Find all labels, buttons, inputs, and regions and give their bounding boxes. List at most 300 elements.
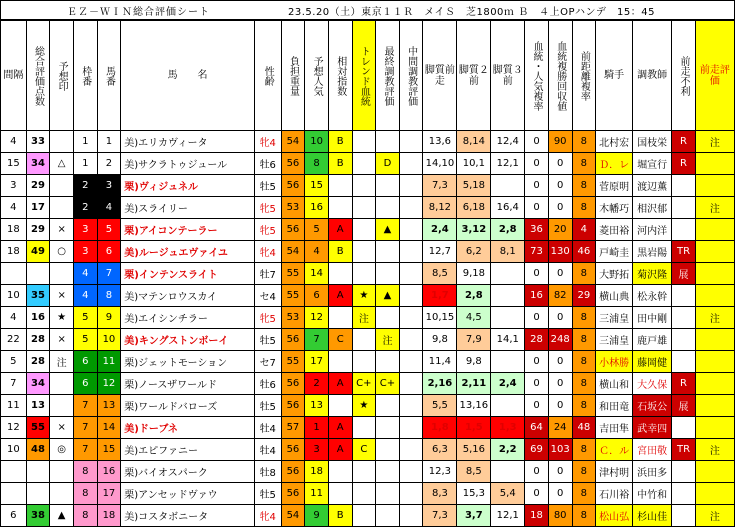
- cell-waku: 4: [73, 285, 97, 307]
- column-header: 馬 名: [121, 21, 255, 131]
- cell-ks1: 1,8: [423, 417, 457, 439]
- cell-sex: 牝4: [254, 505, 281, 527]
- cell-mid: [399, 373, 423, 395]
- cell-final: [376, 505, 400, 527]
- cell-ks2: 13,16: [457, 395, 491, 417]
- cell-rel: A: [328, 439, 352, 461]
- cell-ks3: 1,3: [491, 417, 525, 439]
- cell-trend: [352, 175, 376, 197]
- table-row[interactable]: [1, 329, 735, 351]
- cell-dist: 8: [572, 329, 596, 351]
- cell-blood: 0: [525, 395, 549, 417]
- cell-sex: 牡7: [254, 263, 281, 285]
- cell-trainer: 田中剛: [633, 307, 672, 329]
- cell-rel: [328, 395, 352, 417]
- cell-trainer: 堀宣行: [633, 153, 672, 175]
- cell-eval: [695, 263, 734, 285]
- cell-furi: 展: [672, 395, 696, 417]
- table-row[interactable]: [1, 175, 735, 197]
- column-header: 脚質前走: [423, 21, 457, 131]
- table-row[interactable]: [1, 395, 735, 417]
- cell-sex: 牝4: [254, 131, 281, 153]
- cell-trend: [352, 241, 376, 263]
- cell-pop: 4: [305, 241, 329, 263]
- cell-trainer: 国枝栄: [633, 131, 672, 153]
- cell-eval: [695, 373, 734, 395]
- cell-name: 美)ドーブネ: [121, 417, 255, 439]
- cell-trend: [352, 351, 376, 373]
- cell-waku: 8: [73, 461, 97, 483]
- table-row[interactable]: [1, 307, 735, 329]
- cell-weight: 54: [281, 131, 305, 153]
- cell-ks1: 9,8: [423, 329, 457, 351]
- cell-kaishu: 130: [548, 241, 572, 263]
- cell-score: 28: [26, 351, 50, 373]
- cell-ks1: 5,5: [423, 395, 457, 417]
- cell-interval: 5: [1, 351, 27, 373]
- table-row[interactable]: [1, 263, 735, 285]
- cell-mark: ×: [50, 285, 74, 307]
- cell-ks2: 2,11: [457, 373, 491, 395]
- cell-kaishu: 0: [548, 483, 572, 505]
- cell-rel: A: [328, 417, 352, 439]
- cell-kaishu: 0: [548, 153, 572, 175]
- cell-interval: 4: [1, 307, 27, 329]
- cell-trend: [352, 219, 376, 241]
- cell-mark: [50, 461, 74, 483]
- cell-pop: 10: [305, 131, 329, 153]
- cell-trainer: 武幸四: [633, 417, 672, 439]
- cell-rel: A: [328, 219, 352, 241]
- cell-waku: 7: [73, 417, 97, 439]
- cell-ks2: 1,5: [457, 417, 491, 439]
- cell-umaban: 11: [97, 351, 121, 373]
- table-row[interactable]: [1, 131, 735, 153]
- cell-trend: [352, 483, 376, 505]
- cell-final: [376, 417, 400, 439]
- cell-ks3: 16,4: [491, 197, 525, 219]
- cell-ks1: 14,10: [423, 153, 457, 175]
- cell-blood: 0: [525, 307, 549, 329]
- cell-jockey: Ｄ．レ: [596, 153, 633, 175]
- cell-mid: [399, 153, 423, 175]
- cell-ks2: 9,8: [457, 351, 491, 373]
- cell-final: C+: [376, 373, 400, 395]
- cell-weight: 53: [281, 307, 305, 329]
- cell-waku: 8: [73, 483, 97, 505]
- cell-name: 美)マテンロウスカイ: [121, 285, 255, 307]
- cell-furi: R: [672, 153, 696, 175]
- cell-furi: [672, 219, 696, 241]
- cell-trainer: 宮田敬: [633, 439, 672, 461]
- cell-kaishu: 82: [548, 285, 572, 307]
- cell-furi: TR: [672, 439, 696, 461]
- cell-final: [376, 439, 400, 461]
- cell-mark: [50, 175, 74, 197]
- cell-dist: 8: [572, 395, 596, 417]
- cell-umaban: 14: [97, 417, 121, 439]
- cell-score: 55: [26, 417, 50, 439]
- cell-blood: 73: [525, 241, 549, 263]
- cell-umaban: 8: [97, 285, 121, 307]
- cell-score: 29: [26, 219, 50, 241]
- cell-blood: 0: [525, 175, 549, 197]
- column-header: 予想人気: [305, 21, 329, 131]
- cell-pop: 18: [305, 461, 329, 483]
- cell-umaban: 12: [97, 373, 121, 395]
- cell-weight: 56: [281, 461, 305, 483]
- cell-ks3: 2,4: [491, 373, 525, 395]
- cell-interval: 3: [1, 175, 27, 197]
- cell-pop: 17: [305, 351, 329, 373]
- cell-eval: 注: [695, 307, 734, 329]
- cell-score: 13: [26, 395, 50, 417]
- cell-umaban: 6: [97, 241, 121, 263]
- cell-ks1: 8,3: [423, 483, 457, 505]
- cell-rel: [328, 197, 352, 219]
- cell-final: [376, 395, 400, 417]
- cell-ks3: 5,4: [491, 483, 525, 505]
- table-row[interactable]: [1, 461, 735, 483]
- column-header: 血統・人気複率: [525, 21, 549, 131]
- cell-score: 17: [26, 197, 50, 219]
- cell-mark: ◎: [50, 439, 74, 461]
- cell-dist: 8: [572, 483, 596, 505]
- cell-furi: [672, 329, 696, 351]
- cell-trainer: 中竹和: [633, 483, 672, 505]
- cell-trainer: 浜田多: [633, 461, 672, 483]
- cell-trainer: 大久保: [633, 373, 672, 395]
- column-header: 血統複勝回収値: [548, 21, 572, 131]
- cell-umaban: 16: [97, 461, 121, 483]
- cell-final: ▲: [376, 285, 400, 307]
- cell-mark: ×: [50, 219, 74, 241]
- cell-blood: 28: [525, 329, 549, 351]
- cell-sex: セ4: [254, 285, 281, 307]
- cell-sex: 牡5: [254, 483, 281, 505]
- cell-dist: 8: [572, 131, 596, 153]
- cell-pop: 11: [305, 483, 329, 505]
- cell-mid: [399, 439, 423, 461]
- cell-ks3: 12,1: [491, 153, 525, 175]
- cell-mark: ×: [50, 417, 74, 439]
- cell-final: D: [376, 153, 400, 175]
- cell-mid: [399, 461, 423, 483]
- column-header: 予想印: [50, 21, 74, 131]
- column-header: 性齢: [254, 21, 281, 131]
- table-row[interactable]: [1, 285, 735, 307]
- cell-waku: 2: [73, 197, 97, 219]
- cell-pop: 16: [305, 197, 329, 219]
- cell-interval: 12: [1, 417, 27, 439]
- cell-eval: 注: [695, 197, 734, 219]
- cell-mark: ×: [50, 329, 74, 351]
- cell-blood: 0: [525, 131, 549, 153]
- cell-interval: 7: [1, 373, 27, 395]
- cell-score: [26, 263, 50, 285]
- cell-mid: [399, 505, 423, 527]
- cell-name: 栗)ヴィジュネル: [121, 175, 255, 197]
- cell-jockey: Ｃ．ル: [596, 439, 633, 461]
- cell-ks1: 11,4: [423, 351, 457, 373]
- table-row[interactable]: [1, 153, 735, 175]
- cell-blood: 16: [525, 285, 549, 307]
- cell-dist: 48: [572, 417, 596, 439]
- cell-mid: [399, 351, 423, 373]
- cell-mid: [399, 219, 423, 241]
- column-header: 枠番: [73, 21, 97, 131]
- cell-eval: [695, 153, 734, 175]
- cell-weight: 55: [281, 351, 305, 373]
- cell-rel: [328, 307, 352, 329]
- cell-weight: 56: [281, 175, 305, 197]
- cell-eval: [695, 219, 734, 241]
- cell-mid: [399, 263, 423, 285]
- cell-trainer: 河内洋: [633, 219, 672, 241]
- cell-jockey: 吉田隼: [596, 417, 633, 439]
- cell-ks1: 12,7: [423, 241, 457, 263]
- cell-jockey: 菅原明: [596, 175, 633, 197]
- race-info: 23.5.20（土）東京１１Ｒ メイＳ 芝1800ｍ Ｂ ４上OPハンデ 15：45: [288, 6, 655, 18]
- cell-ks1: 10,15: [423, 307, 457, 329]
- cell-mid: [399, 417, 423, 439]
- cell-interval: [1, 263, 27, 285]
- cell-kaishu: 0: [548, 307, 572, 329]
- cell-ks1: 2,4: [423, 219, 457, 241]
- cell-interval: 22: [1, 329, 27, 351]
- cell-ks2: 7,9: [457, 329, 491, 351]
- cell-dist: 8: [572, 351, 596, 373]
- cell-ks3: 8,1: [491, 241, 525, 263]
- cell-pop: 9: [305, 505, 329, 527]
- cell-rel: [328, 175, 352, 197]
- cell-sex: 牡5: [254, 395, 281, 417]
- cell-trend: [352, 197, 376, 219]
- cell-blood: 0: [525, 263, 549, 285]
- cell-rel: A: [328, 285, 352, 307]
- table-row[interactable]: [1, 373, 735, 395]
- cell-umaban: 9: [97, 307, 121, 329]
- column-header: トレンド血統: [352, 21, 376, 131]
- cell-score: 35: [26, 285, 50, 307]
- cell-weight: 54: [281, 505, 305, 527]
- cell-weight: 56: [281, 483, 305, 505]
- cell-final: [376, 461, 400, 483]
- cell-waku: 1: [73, 153, 97, 175]
- cell-ks2: 8,5: [457, 461, 491, 483]
- cell-furi: TR: [672, 241, 696, 263]
- table-row[interactable]: [1, 505, 735, 527]
- cell-eval: [695, 461, 734, 483]
- cell-mark: ○: [50, 241, 74, 263]
- cell-sex: 牡4: [254, 439, 281, 461]
- title-bar: [0, 0, 735, 20]
- cell-dist: 4: [572, 219, 596, 241]
- cell-score: 38: [26, 505, 50, 527]
- cell-mark: [50, 483, 74, 505]
- cell-ks1: 8,5: [423, 263, 457, 285]
- cell-score: 48: [26, 439, 50, 461]
- table-row[interactable]: [1, 219, 735, 241]
- cell-ks2: 15,3: [457, 483, 491, 505]
- cell-kaishu: 0: [548, 461, 572, 483]
- cell-ks3: 14,1: [491, 329, 525, 351]
- cell-umaban: 10: [97, 329, 121, 351]
- cell-mark: [50, 395, 74, 417]
- cell-waku: 2: [73, 175, 97, 197]
- cell-rel: [328, 263, 352, 285]
- table-row[interactable]: [1, 241, 735, 263]
- cell-dist: 8: [572, 373, 596, 395]
- column-header: 脚質３前: [491, 21, 525, 131]
- cell-ks2: 5,16: [457, 439, 491, 461]
- cell-waku: 8: [73, 505, 97, 527]
- cell-trend: [352, 505, 376, 527]
- cell-jockey: 菱田裕: [596, 219, 633, 241]
- cell-sex: 牝5: [254, 307, 281, 329]
- cell-ks3: [491, 285, 525, 307]
- column-header: 馬番: [97, 21, 121, 131]
- cell-weight: 56: [281, 153, 305, 175]
- cell-name: 美)サクラトゥジュール: [121, 153, 255, 175]
- cell-weight: 56: [281, 329, 305, 351]
- cell-waku: 7: [73, 439, 97, 461]
- cell-trend: [352, 461, 376, 483]
- cell-umaban: 3: [97, 175, 121, 197]
- cell-weight: 57: [281, 417, 305, 439]
- cell-mark: [50, 197, 74, 219]
- cell-ks2: 5,18: [457, 175, 491, 197]
- cell-umaban: 2: [97, 153, 121, 175]
- cell-mid: [399, 131, 423, 153]
- cell-ks2: 6,2: [457, 241, 491, 263]
- cell-ks3: [491, 307, 525, 329]
- column-header: 最終調教評価: [376, 21, 400, 131]
- cell-ks3: [491, 175, 525, 197]
- cell-blood: 18: [525, 505, 549, 527]
- cell-mid: [399, 329, 423, 351]
- cell-trend: [352, 153, 376, 175]
- cell-pop: 1: [305, 417, 329, 439]
- cell-mark: [50, 373, 74, 395]
- cell-trainer: 渡辺薫: [633, 175, 672, 197]
- cell-sex: 牡6: [254, 153, 281, 175]
- cell-trainer: 鹿戸雄: [633, 329, 672, 351]
- cell-name: 美)エリカヴィータ: [121, 131, 255, 153]
- table-row[interactable]: [1, 417, 735, 439]
- cell-weight: 54: [281, 241, 305, 263]
- cell-ks3: 2,8: [491, 219, 525, 241]
- cell-ks1: 13,6: [423, 131, 457, 153]
- cell-final: [376, 241, 400, 263]
- column-header: 調教師: [633, 21, 672, 131]
- cell-waku: 5: [73, 307, 97, 329]
- cell-name: 美)エイシンチラー: [121, 307, 255, 329]
- cell-jockey: 和田竜: [596, 395, 633, 417]
- cell-furi: 展: [672, 263, 696, 285]
- cell-rel: B: [328, 241, 352, 263]
- cell-jockey: 木幡巧: [596, 197, 633, 219]
- cell-jockey: 三浦皇: [596, 307, 633, 329]
- cell-eval: [695, 351, 734, 373]
- cell-furi: [672, 417, 696, 439]
- cell-kaishu: 103: [548, 439, 572, 461]
- cell-pop: 8: [305, 153, 329, 175]
- cell-blood: 0: [525, 197, 549, 219]
- cell-weight: 56: [281, 219, 305, 241]
- cell-kaishu: 0: [548, 175, 572, 197]
- cell-ks2: 10,1: [457, 153, 491, 175]
- cell-pop: 13: [305, 395, 329, 417]
- cell-rel: C: [328, 329, 352, 351]
- cell-blood: 0: [525, 461, 549, 483]
- cell-dist: 8: [572, 307, 596, 329]
- cell-jockey: 小林勝: [596, 351, 633, 373]
- cell-ks3: [491, 461, 525, 483]
- cell-mark: △: [50, 153, 74, 175]
- cell-mark: ★: [50, 307, 74, 329]
- column-header: 前距離複率: [572, 21, 596, 131]
- cell-dist: 8: [572, 263, 596, 285]
- cell-final: [376, 131, 400, 153]
- cell-interval: 18: [1, 219, 27, 241]
- cell-waku: 6: [73, 351, 97, 373]
- cell-ks3: 12,1: [491, 505, 525, 527]
- table-row[interactable]: [1, 483, 735, 505]
- cell-score: 28: [26, 329, 50, 351]
- cell-sex: 牝5: [254, 219, 281, 241]
- cell-kaishu: 80: [548, 505, 572, 527]
- cell-pop: 7: [305, 329, 329, 351]
- cell-blood: 0: [525, 351, 549, 373]
- cell-furi: R: [672, 131, 696, 153]
- horse-table: [0, 20, 735, 527]
- cell-final: ▲: [376, 219, 400, 241]
- cell-furi: [672, 505, 696, 527]
- cell-dist: 8: [572, 461, 596, 483]
- cell-score: 16: [26, 307, 50, 329]
- cell-sex: 牡8: [254, 461, 281, 483]
- cell-jockey: 横山和: [596, 373, 633, 395]
- cell-pop: 5: [305, 219, 329, 241]
- cell-ks1: 1,7: [423, 285, 457, 307]
- cell-pop: 6: [305, 285, 329, 307]
- cell-jockey: 戸崎圭: [596, 241, 633, 263]
- cell-kaishu: 0: [548, 373, 572, 395]
- cell-name: 美)キングストンボーイ: [121, 329, 255, 351]
- cell-kaishu: 90: [548, 131, 572, 153]
- cell-kaishu: 248: [548, 329, 572, 351]
- cell-name: 栗)インテンスライト: [121, 263, 255, 285]
- cell-ks2: 8,14: [457, 131, 491, 153]
- cell-score: [26, 461, 50, 483]
- cell-eval: 注: [695, 439, 734, 461]
- cell-score: [26, 483, 50, 505]
- table-row[interactable]: [1, 197, 735, 219]
- cell-trainer: 杉山佳: [633, 505, 672, 527]
- table-row[interactable]: [1, 351, 735, 373]
- cell-waku: 6: [73, 373, 97, 395]
- cell-final: [376, 307, 400, 329]
- cell-ks2: 4,5: [457, 307, 491, 329]
- cell-sex: 牡4: [254, 417, 281, 439]
- cell-final: [376, 197, 400, 219]
- cell-ks1: 8,12: [423, 197, 457, 219]
- cell-ks3: [491, 351, 525, 373]
- cell-rel: [328, 351, 352, 373]
- table-row[interactable]: [1, 439, 735, 461]
- cell-pop: 15: [305, 175, 329, 197]
